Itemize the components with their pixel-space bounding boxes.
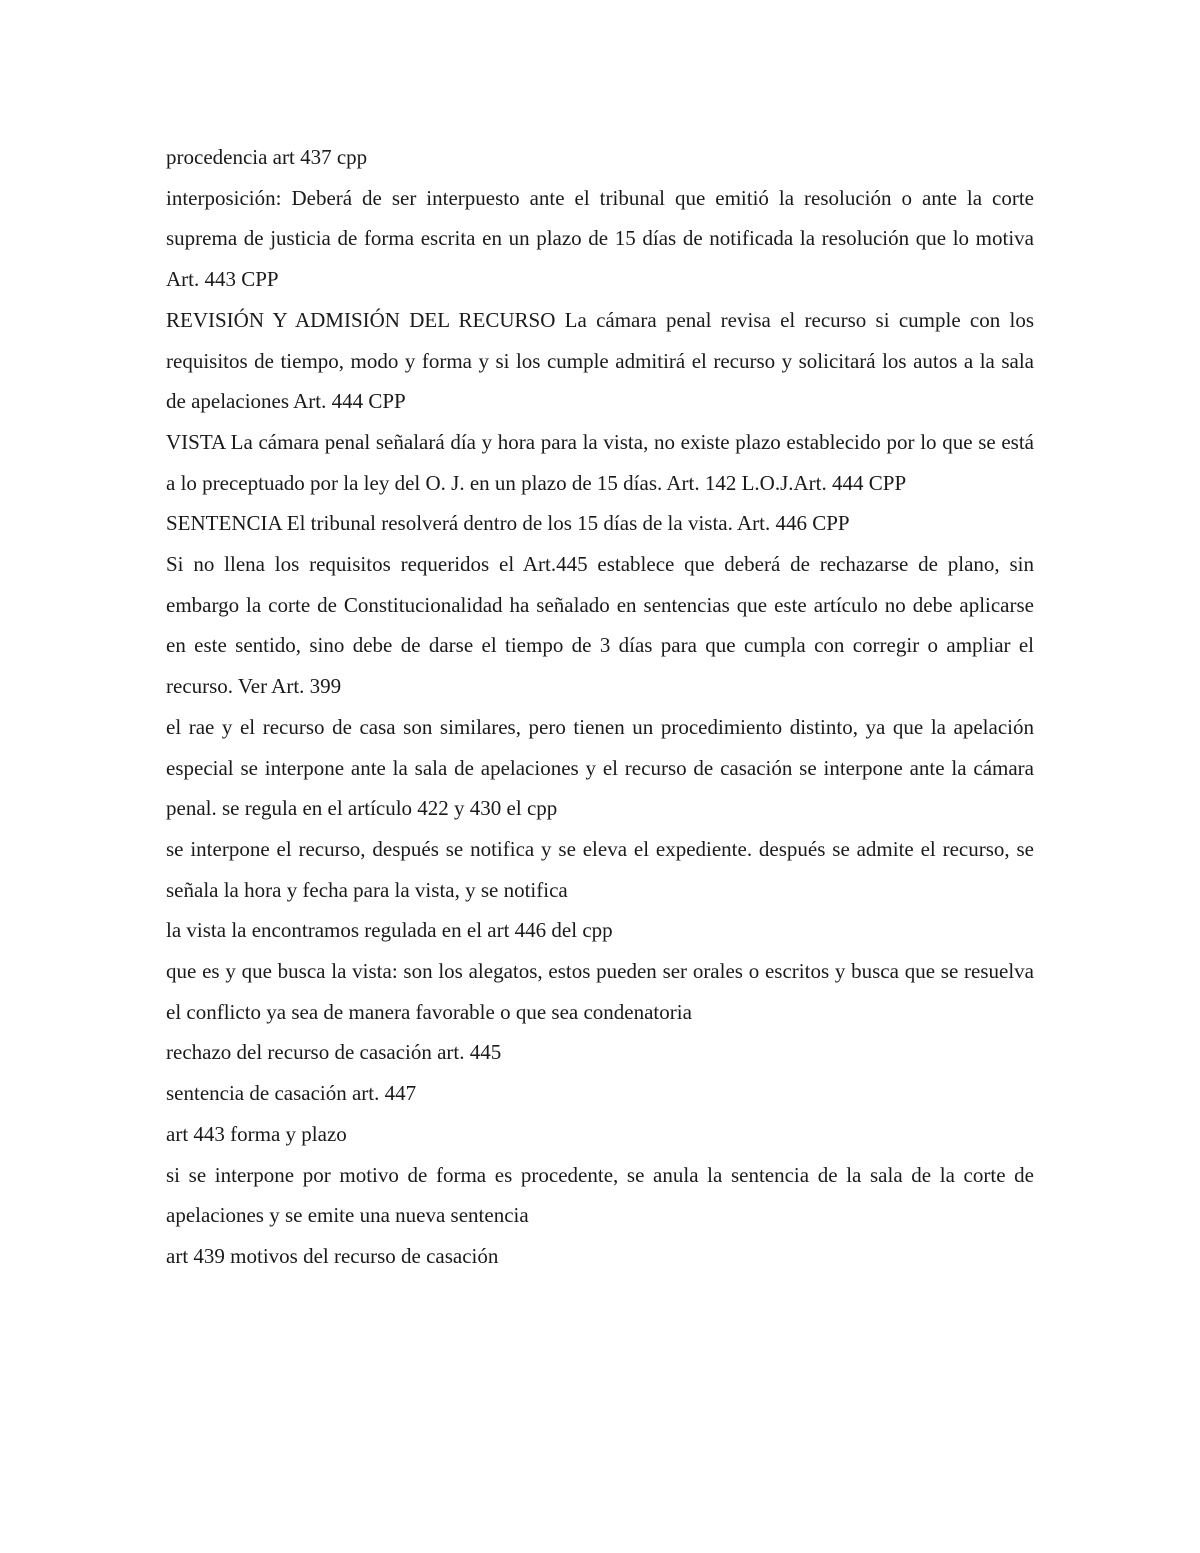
paragraph-revision-admision: REVISIÓN Y ADMISIÓN DEL RECURSO La cámara penal revisa el recurso si cumple con los requisitos de tiempo, modo y forma y si los cumple admitirá el recurso y solicitará los autos a la sala de apelaciones Art. 444 CPP xyxy=(166,307,1034,414)
paragraph-interpone-recurso: se interpone el recurso, después se notifica y se eleva el expediente. después se admite el recurso, se señala la hora y fecha para la vista, y se notifica xyxy=(166,836,1034,902)
paragraph-interposicion: interposición: Deberá de ser interpuesto ante el tribunal que emitió la resolución o ante la corte suprema de justicia de forma escrita en un plazo de 15 días de notificada la resolución que lo motiva Art. 443 CPP xyxy=(166,185,1034,292)
document-body xyxy=(166,137,1034,1277)
paragraph-vista: VISTA La cámara penal señalará día y hora para la vista, no existe plazo establecido por lo que se está a lo preceptuado por la ley del O. J. en un plazo de 15 días. Art. 142 L.O.J.Art. 444 CPP xyxy=(166,429,1034,495)
paragraph-requisitos: Si no llena los requisitos requeridos el Art.445 establece que deberá de rechazarse de plano, sin embargo la corte de Constitucionalidad ha señalado en sentencias que este artículo no debe aplicarse en este sentido, sino debe de darse el tiempo de 3 días para que cumpla con corregir o ampliar el recurso. Ver Art. 399 xyxy=(166,552,1034,699)
paragraph-procedencia: procedencia art 437 cpp xyxy=(166,145,368,169)
paragraph-motivo-forma: si se interpone por motivo de forma es procedente, se anula la sentencia de la sala de la corte de apelaciones y se emite una nueva sentencia xyxy=(166,1162,1034,1228)
paragraph-motivos-recurso: art 439 motivos del recurso de casación xyxy=(166,1243,499,1268)
paragraph-vista-regulada: la vista la encontramos regulada en el art 446 del cpp xyxy=(166,918,613,943)
paragraph-sentencia: SENTENCIA El tribunal resolverá dentro de los 15 días de la vista. Art. 446 CPP xyxy=(166,511,850,536)
paragraph-rae-casacion: el rae y el recurso de casa son similares, pero tienen un procedimiento distinto, ya que la apelación especial se interpone ante la sala de apelaciones y el recurso de casación se interpone ante la cámara penal. se regula en el artículo 422 y 430 el cpp xyxy=(166,714,1034,821)
paragraph-rechazo: rechazo del recurso de casación art. 445 xyxy=(166,1040,502,1065)
paragraph-forma-plazo: art 443 forma y plazo xyxy=(166,1121,347,1146)
paragraph-que-busca-vista: que es y que busca la vista: son los alegatos, estos pueden ser orales o escritos y busca que se resuelva el conflicto ya sea de manera favorable o que sea condenatoria xyxy=(166,959,1034,1024)
paragraph-sentencia-casacion: sentencia de casación art. 447 xyxy=(166,1081,417,1106)
